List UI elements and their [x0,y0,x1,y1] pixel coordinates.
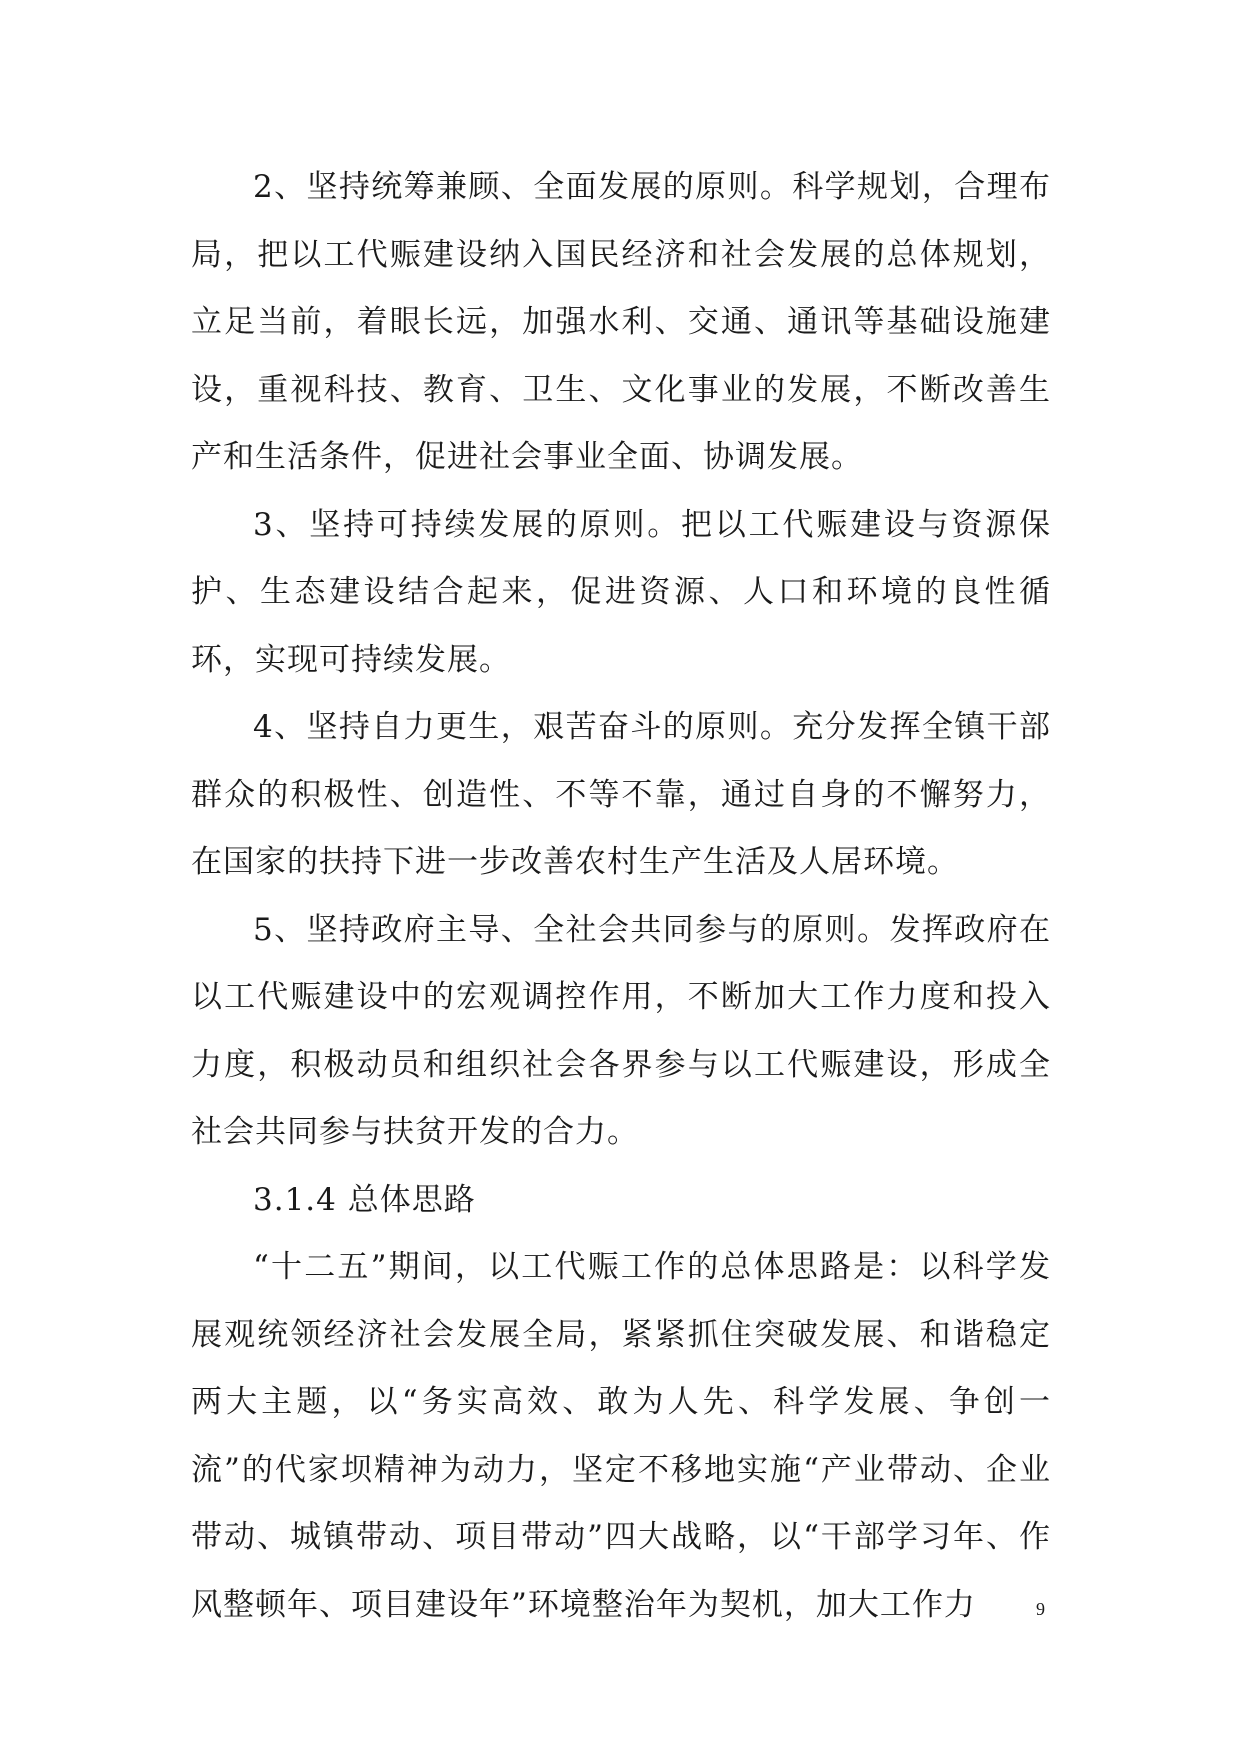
principle-paragraph-2: 2、坚持统筹兼顾、全面发展的原则。科学规划，合理布局，把以工代赈建设纳入国民经济和社会发展的总体规划，立足当前，着眼长远，加强水利、交通、通讯等基础设施建设，重视科技、教育、卫生、文化事业的发展，不断改善生产和生活条件，促进社会事业全面、协调发展。 [191,169,1051,475]
principle-paragraph-3: 3、坚持可持续发展的原则。把以工代赈建设与资源保护、生态建设结合起来，促进资源、人口和环境的良性循环，实现可持续发展。 [191,506,1051,678]
principle-paragraph-5: 5、坚持政府主导、全社会共同参与的原则。发挥政府在以工代赈建设中的宏观调控作用，不断加大工作力度和投入力度，积极动员和组织社会各界参与以工代赈建设，形成全社会共同参与扶贫开发的合力。 [191,911,1051,1150]
body-text [191,154,1051,1639]
section-heading: 3.1.4 总体思路 [253,1181,476,1218]
principle-paragraph-4: 4、坚持自力更生，艰苦奋斗的原则。充分发挥全镇干部群众的积极性、创造性、不等不靠，通过自身的不懈努力，在国家的扶持下进一步改善农村生产生活及人居环境。 [191,709,1051,880]
page-number: 9 [1036,1599,1045,1619]
overall-approach-paragraph: “十二五”期间，以工代赈工作的总体思路是：以科学发展观统领经济社会发展全局，紧紧抓住突破发展、和谐稳定两大主题，以“务实高效、敢为人先、科学发展、争创一流”的代家坝精神为动力，坚定不移地实施“产业带动、企业带动、城镇带动、项目带动”四大战略，以“干部学习年、作风整顿年、项目建设年”环境整治年为契机，加大工作力 [191,1249,1051,1623]
